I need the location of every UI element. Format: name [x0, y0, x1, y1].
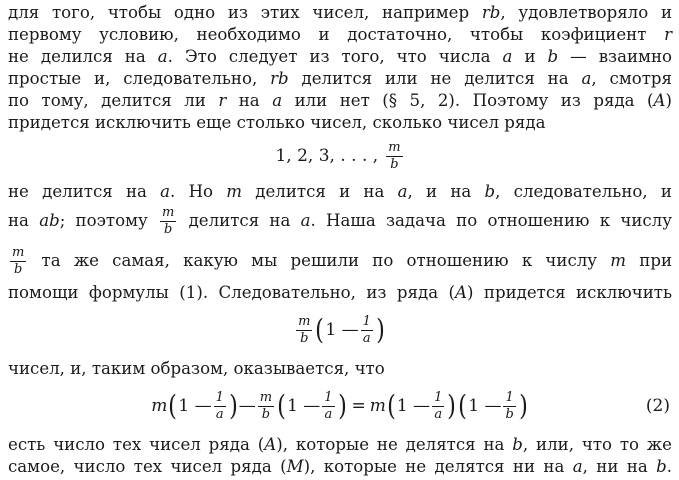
math-var: b: [656, 457, 667, 476]
text-span: по тому, делится ли: [8, 91, 219, 110]
text-span: ): [665, 91, 672, 110]
term-text: 1 —: [287, 396, 321, 416]
text-line: [8, 68, 672, 90]
text-span: чисел, и, таким образом, оказывается, что: [8, 359, 385, 378]
text-span: .: [666, 457, 672, 476]
fraction-numerator: 1: [215, 389, 224, 405]
text-span: ; поэтому: [59, 211, 148, 230]
text-line: [8, 112, 672, 134]
text-span: , и на: [407, 182, 485, 201]
fraction-denominator: b: [300, 330, 309, 346]
math-var: A: [264, 435, 277, 454]
math-var: r: [664, 25, 672, 44]
equation-2: [8, 384, 672, 428]
text-span: ), которые не делятся ни на: [303, 457, 573, 476]
fraction: [10, 246, 26, 277]
term-text: 1 —: [325, 320, 359, 340]
math-var: r: [218, 91, 227, 110]
fraction: [160, 206, 176, 237]
fraction-denominator: a: [362, 330, 371, 346]
text-span: не делился на: [8, 47, 158, 66]
text-span: не делится на: [8, 182, 161, 201]
text-line: [8, 206, 672, 236]
math-var: A: [455, 283, 467, 302]
fraction: [386, 141, 402, 172]
fraction-denominator: a: [215, 406, 224, 422]
fraction-numerator: m: [259, 389, 273, 405]
math-var: b: [547, 47, 559, 66]
fraction: [432, 391, 444, 422]
fraction: [503, 391, 515, 422]
text-line: [8, 46, 672, 68]
text-line: [8, 2, 672, 24]
fraction-numerator: 1: [505, 389, 514, 405]
fraction-numerator: 1: [362, 313, 371, 329]
display-formula: [8, 138, 672, 174]
text-line: [8, 282, 672, 304]
math-var: a: [581, 69, 592, 88]
math-var: m: [151, 396, 168, 416]
math-var: b: [512, 435, 523, 454]
text-span: та же самая, какую мы решили по отношению к числу: [28, 251, 611, 270]
text-span: делится и на: [242, 182, 398, 201]
right-paren: ): [518, 389, 528, 422]
text-span: , смотря: [591, 69, 672, 88]
math-var: m: [369, 396, 386, 416]
math-var: a: [160, 182, 171, 201]
text-line: [8, 90, 672, 112]
math-var: M: [286, 457, 304, 476]
left-paren: (: [386, 389, 396, 422]
math-var: m: [610, 251, 627, 270]
fraction-numerator: m: [12, 245, 25, 260]
text-span: придется исключить еще столько чисел, сколько чисел ряда: [8, 113, 546, 132]
document-page: [8, 0, 672, 480]
fraction: [258, 391, 274, 422]
text-span: делится на: [178, 211, 301, 230]
text-span: простые и, следовательно,: [8, 69, 271, 88]
fraction-denominator: a: [324, 406, 333, 422]
text-span: и: [512, 47, 548, 66]
fraction: [214, 391, 226, 422]
math-var: A: [653, 91, 666, 110]
text-span: делится или не делится на: [288, 69, 582, 88]
text-span: ), которые не делятся на: [276, 435, 513, 454]
text-span: , удовлетворяло и: [500, 3, 672, 22]
math-var: ab: [39, 211, 60, 230]
fraction: [296, 315, 312, 346]
text-span: . Наша задача по отношению к числу: [310, 211, 672, 230]
text-line: [8, 181, 672, 203]
text-line: [8, 456, 672, 478]
fraction-numerator: m: [388, 139, 401, 155]
math-var: a: [397, 182, 408, 201]
math-var: rb: [481, 3, 501, 22]
equation-number: (2): [645, 396, 670, 416]
left-paren: (: [277, 389, 286, 422]
left-paren: (: [315, 313, 325, 346]
text-line: [8, 434, 672, 456]
right-paren: ): [447, 389, 457, 422]
text-span: ) придется исключить: [466, 283, 672, 302]
fraction: [322, 391, 334, 422]
fraction-denominator: a: [434, 406, 443, 422]
math-var: b: [484, 182, 496, 201]
right-paren: ): [337, 389, 347, 422]
text-span: , или, что то же: [522, 435, 672, 454]
text-span: первому условию, необходимо и достаточно, чтобы коэфициент: [8, 25, 665, 44]
right-paren: ): [376, 313, 385, 346]
math-var: rb: [270, 69, 289, 88]
text-span: самое, число тех чисел ряда (: [8, 457, 287, 476]
text-span: на: [226, 91, 273, 110]
math-var: a: [572, 457, 583, 476]
display-formula: [8, 310, 672, 350]
term-text: 1 —: [178, 396, 212, 416]
left-paren: (: [458, 389, 468, 422]
fraction-denominator: b: [261, 406, 271, 422]
sequence-text: 1, 2, 3, . . . ,: [275, 146, 379, 166]
text-span: или нет (§ 5, 2). Поэтому из ряда (: [282, 91, 654, 110]
fraction-denominator: b: [505, 406, 514, 422]
text-span: есть число тех чисел ряда (: [8, 435, 265, 454]
text-span: . Но: [170, 182, 227, 201]
term-text: 1 —: [468, 396, 502, 416]
math-var: m: [226, 182, 243, 201]
operator: =: [351, 396, 366, 416]
text-span: для того, чтобы одно из этих чисел, например: [8, 3, 482, 22]
math-var: a: [502, 47, 513, 66]
fraction-numerator: 1: [324, 389, 333, 405]
fraction-numerator: m: [162, 205, 175, 220]
right-paren: ): [228, 389, 238, 422]
left-paren: (: [168, 389, 178, 422]
text-span: на: [8, 211, 40, 230]
math-var: a: [157, 47, 168, 66]
fraction: [361, 315, 373, 346]
term-text: 1 —: [396, 396, 431, 416]
operator: —: [238, 396, 256, 416]
text-span: , следовательно, и: [495, 182, 672, 201]
fraction-numerator: m: [298, 313, 311, 329]
fraction-denominator: b: [390, 156, 399, 172]
fraction-denominator: b: [14, 262, 23, 277]
text-span: , ни на: [582, 457, 657, 476]
text-line: [8, 24, 672, 46]
text-span: — взаимно: [558, 47, 673, 66]
text-span: . Это следует из того, что числа: [167, 47, 503, 66]
fraction-numerator: 1: [434, 389, 443, 405]
text-span: при: [626, 251, 672, 270]
math-var: a: [300, 211, 311, 230]
text-span: помощи формулы (1). Следовательно, из ряда (: [8, 283, 455, 302]
text-line: [8, 246, 672, 276]
text-line: [8, 358, 672, 380]
fraction-denominator: b: [164, 222, 173, 237]
math-var: a: [272, 91, 283, 110]
